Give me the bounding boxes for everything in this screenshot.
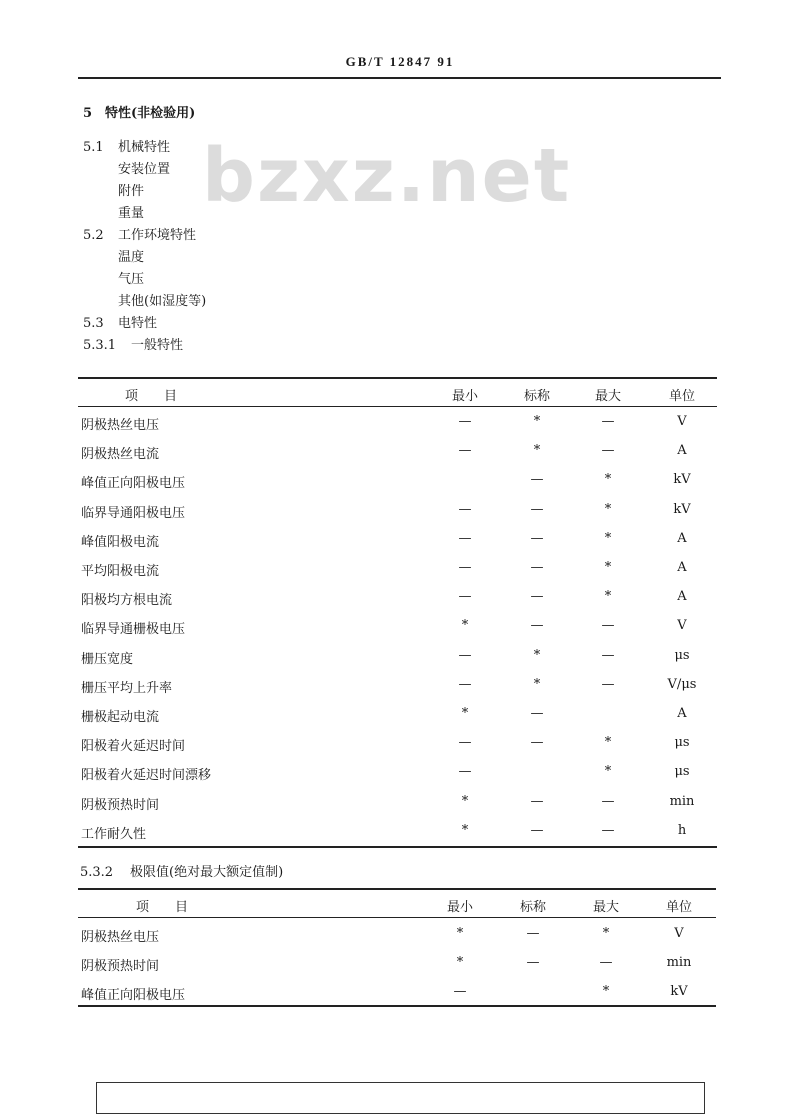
cell-max: * bbox=[604, 472, 612, 488]
section-number: 5.3.1 bbox=[83, 338, 117, 353]
cell-item: 阳极着火延迟时间漂移 bbox=[81, 768, 212, 784]
cell-item: 阴极热丝电压 bbox=[81, 930, 160, 945]
cell-item: 工作耐久性 bbox=[81, 826, 147, 842]
cell-min: — bbox=[458, 501, 472, 517]
cell-nom: — bbox=[530, 589, 544, 605]
cell-unit: V bbox=[677, 414, 687, 429]
list-item: 重量 bbox=[118, 206, 145, 221]
section-5-3-heading bbox=[83, 312, 157, 331]
cell-unit: μs bbox=[674, 764, 690, 780]
cell-unit: μs bbox=[674, 647, 690, 663]
cell-unit: kV bbox=[673, 472, 691, 488]
table-header-rule bbox=[78, 406, 717, 407]
cell-min: — bbox=[458, 443, 472, 459]
cell-nom: — bbox=[530, 530, 544, 546]
section-number: 5.3.2 bbox=[80, 865, 114, 880]
column-header-max: 最大 bbox=[594, 389, 621, 404]
cell-min: — bbox=[458, 560, 472, 575]
cell-nom: — bbox=[530, 706, 544, 721]
cell-item: 峰值正向阳极电压 bbox=[81, 988, 186, 1003]
section-5-3-1-heading bbox=[83, 334, 183, 353]
footer-box bbox=[96, 1082, 705, 1114]
section-5-1-heading bbox=[83, 136, 170, 155]
cell-item: 临界导通阳极电压 bbox=[81, 505, 186, 521]
cell-unit: min bbox=[669, 793, 695, 809]
cell-min: — bbox=[458, 589, 472, 605]
section-title: 工作环境特性 bbox=[118, 228, 197, 243]
cell-max: — bbox=[601, 443, 615, 459]
list-item: 其他(如湿度等) bbox=[118, 294, 207, 309]
cell-max: * bbox=[604, 560, 612, 575]
cell-min: — bbox=[458, 530, 472, 546]
column-header-max: 最大 bbox=[592, 900, 619, 915]
column-header-min: 最小 bbox=[451, 389, 478, 404]
cell-max: — bbox=[601, 647, 615, 663]
cell-min: * bbox=[456, 955, 464, 970]
section-number: 5.2 bbox=[83, 228, 104, 243]
section-number: 5.3 bbox=[83, 316, 104, 331]
column-header-item: 项 目 bbox=[125, 389, 178, 404]
cell-min: * bbox=[461, 822, 469, 838]
cell-item: 阳极均方根电流 bbox=[81, 593, 173, 609]
cell-unit: V/μs bbox=[667, 676, 697, 692]
section-5-heading bbox=[83, 102, 195, 121]
cell-max: * bbox=[604, 735, 612, 751]
cell-nom: — bbox=[530, 560, 544, 575]
column-header-nom: 标称 bbox=[523, 389, 550, 404]
section-number: 5 bbox=[83, 106, 93, 121]
section-number: 5.1 bbox=[83, 140, 104, 155]
table-top-rule bbox=[78, 888, 716, 890]
cell-unit: A bbox=[677, 443, 687, 459]
cell-max: — bbox=[599, 955, 613, 970]
table-bottom-rule bbox=[78, 846, 717, 848]
cell-min: * bbox=[461, 618, 469, 634]
cell-item: 平均阳极电流 bbox=[81, 564, 160, 579]
cell-nom: — bbox=[530, 501, 544, 517]
cell-max: * bbox=[602, 926, 610, 941]
cell-item: 峰值阳极电流 bbox=[81, 534, 160, 550]
cell-min: — bbox=[458, 764, 472, 780]
cell-min: — bbox=[458, 735, 472, 751]
cell-min: * bbox=[461, 793, 469, 809]
list-item: 气压 bbox=[118, 272, 145, 287]
cell-nom: — bbox=[530, 822, 544, 838]
cell-nom: — bbox=[530, 472, 544, 488]
cell-min: * bbox=[456, 926, 464, 941]
cell-unit: A bbox=[677, 560, 687, 575]
cell-max: * bbox=[604, 764, 612, 780]
list-item: 附件 bbox=[118, 184, 145, 199]
cell-unit: h bbox=[677, 822, 687, 838]
watermark: bzxz.net bbox=[202, 133, 572, 219]
cell-max: — bbox=[601, 414, 615, 429]
cell-max: — bbox=[601, 618, 615, 634]
cell-nom: — bbox=[530, 618, 544, 634]
cell-max: — bbox=[601, 822, 615, 838]
cell-max: * bbox=[604, 589, 612, 605]
cell-min: * bbox=[461, 706, 469, 721]
cell-item: 阴极热丝电压 bbox=[81, 418, 160, 433]
cell-nom: * bbox=[533, 676, 541, 692]
table-header-rule bbox=[78, 917, 716, 918]
column-header-nom: 标称 bbox=[519, 900, 546, 915]
cell-item: 栅极起动电流 bbox=[81, 710, 160, 725]
header-rule bbox=[78, 77, 721, 79]
section-5-3-2-heading bbox=[80, 861, 283, 880]
cell-unit: V bbox=[674, 926, 684, 941]
section-title: 机械特性 bbox=[118, 140, 171, 155]
cell-unit: A bbox=[677, 530, 687, 546]
section-title: 一般特性 bbox=[131, 338, 184, 353]
cell-nom: * bbox=[533, 414, 541, 429]
cell-item: 阴极预热时间 bbox=[81, 959, 160, 974]
cell-unit: A bbox=[677, 706, 687, 721]
column-header-unit: 单位 bbox=[668, 389, 695, 404]
cell-max: — bbox=[601, 793, 615, 809]
column-header-unit: 单位 bbox=[665, 900, 692, 915]
column-header-item: 项 目 bbox=[136, 900, 189, 915]
cell-min: — bbox=[458, 647, 472, 663]
cell-item: 临界导通栅极电压 bbox=[81, 622, 186, 638]
cell-min: — bbox=[453, 984, 467, 999]
cell-nom: * bbox=[533, 443, 541, 459]
table-bottom-rule bbox=[78, 1005, 716, 1007]
list-item: 温度 bbox=[118, 250, 145, 265]
table-top-rule bbox=[78, 377, 717, 379]
cell-item: 阴极预热时间 bbox=[81, 797, 160, 813]
cell-max: * bbox=[604, 501, 612, 517]
cell-max: — bbox=[601, 676, 615, 692]
section-5-2-heading bbox=[83, 224, 196, 243]
cell-max: * bbox=[604, 530, 612, 546]
list-item: 安装位置 bbox=[118, 162, 171, 177]
section-title: 特性(非检验用) bbox=[105, 106, 196, 121]
cell-item: 栅压宽度 bbox=[81, 651, 134, 667]
cell-unit: A bbox=[677, 589, 687, 605]
cell-min: — bbox=[458, 676, 472, 692]
cell-nom: — bbox=[530, 735, 544, 751]
cell-item: 栅压平均上升率 bbox=[81, 680, 173, 696]
cell-unit: min bbox=[666, 955, 692, 970]
cell-nom: — bbox=[526, 955, 540, 970]
cell-unit: kV bbox=[673, 501, 691, 517]
cell-item: 峰值正向阳极电压 bbox=[81, 476, 186, 492]
cell-unit: μs bbox=[674, 735, 690, 751]
cell-nom: — bbox=[530, 793, 544, 809]
cell-item: 阳极着火延迟时间 bbox=[81, 739, 186, 755]
column-header-min: 最小 bbox=[446, 900, 473, 915]
cell-unit: V bbox=[677, 618, 687, 634]
section-title: 极限值(绝对最大额定值制) bbox=[130, 865, 284, 880]
cell-nom: — bbox=[526, 926, 540, 941]
cell-item: 阴极热丝电流 bbox=[81, 447, 160, 463]
cell-unit: kV bbox=[670, 984, 688, 999]
cell-nom: * bbox=[533, 647, 541, 663]
cell-max: * bbox=[602, 984, 610, 999]
cell-min: — bbox=[458, 414, 472, 429]
standard-code-header: GB/T 12847 91 bbox=[345, 54, 455, 69]
section-title: 电特性 bbox=[118, 316, 158, 331]
